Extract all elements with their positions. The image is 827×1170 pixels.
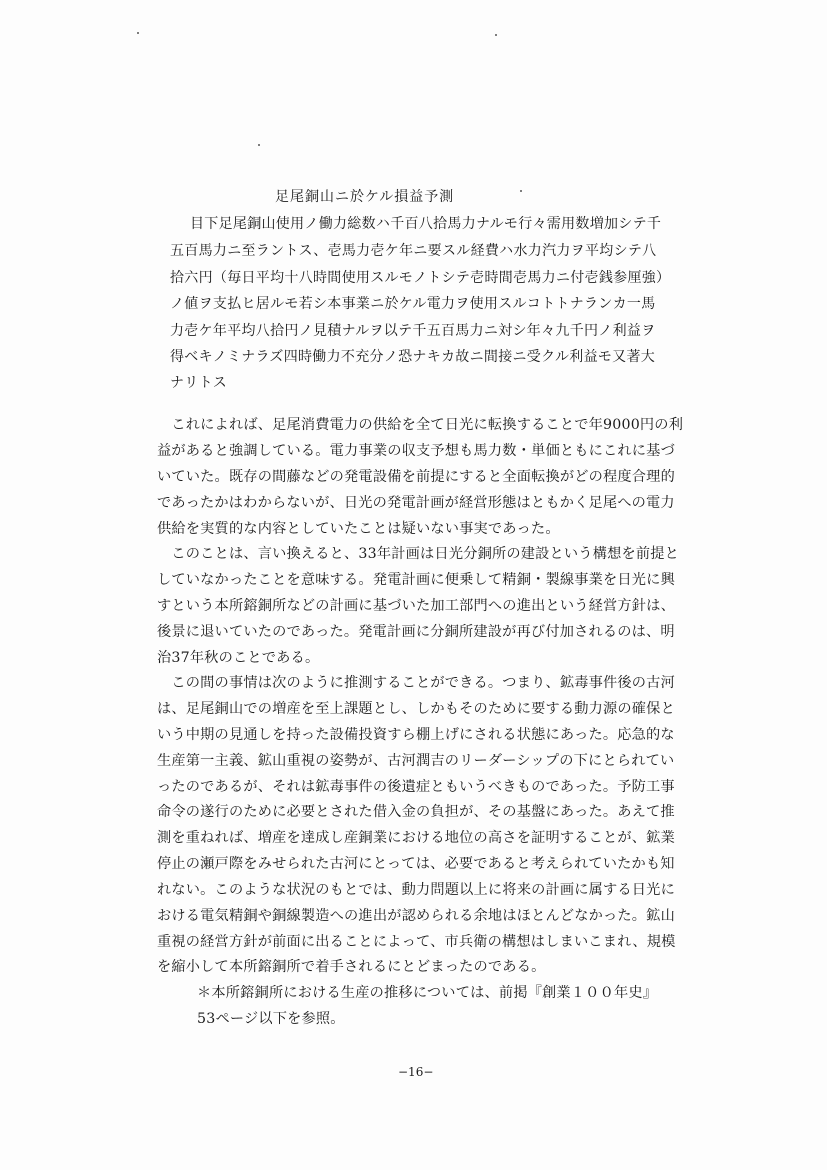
body-line: は、足尾銅山での増産を至上課題とし、しかもそのために要する動力源の確保と <box>157 701 675 717</box>
body-line: 測を重ねれば、増産を達成し産銅業における地位の高さを証明することが、鉱業 <box>157 830 675 846</box>
scan-speck <box>520 190 522 192</box>
body-line: を縮小して本所鎔銅所で着手されるにとどまったのである。 <box>157 959 546 975</box>
body-line: 停止の瀬戸際をみせられた古河にとっては、必要であると考えられていたかも知 <box>157 856 675 872</box>
body-line: していなかったことを意味する。発電計画に便乗して精銅・製線事業を日光に興 <box>157 572 675 588</box>
body-line: 治37年秋のことである。 <box>157 650 320 666</box>
page-number: −16− <box>398 1065 434 1079</box>
quote-line: 力壱ケ年平均八拾円ノ見積ナルヲ以テ千五百馬力ニ対シ年々九千円ノ利益ヲ <box>170 323 656 339</box>
body-line: いていた。既存の間藤などの発電設備を前提にすると全面転換がどの程度合理的 <box>157 469 675 485</box>
body-line: 命令の遂行のために必要とされた借入金の負担が、その基盤にあった。あえて推 <box>157 804 675 820</box>
body-line: おける電気精銅や銅線製造への進出が認められる余地はほとんどなかった。鉱山 <box>157 908 675 924</box>
body-line: 益があると強調している。電力事業の収支予想も馬力数・単価ともにこれに基づ <box>157 443 675 459</box>
body-line: 後景に退いていたのであった。発電計画に分銅所建設が再び付加されるのは、明 <box>157 624 675 640</box>
body-line: 重視の経営方針が前面に出ることによって、市兵衛の構想はしまいこまれ、規模 <box>157 934 676 950</box>
body-line: いう中期の見通しを持った設備投資すら棚上げにされる状態にあった。応急的な <box>157 727 675 743</box>
body-line: ったのであるが、それは鉱毒事件の後遺症ともいうべきものであった。予防工事 <box>157 779 675 795</box>
body-line: これによれば、足尾消費電力の供給を全て日光に転換することで年9000円の利 <box>157 417 684 433</box>
body-line: れない。このような状況のもとでは、動力問題以上に将来の計画に属する日光に <box>157 882 675 898</box>
scan-speck <box>258 144 260 146</box>
body-line: であったかはわからないが、日光の発電計画が経営形態はともかく足尾への電力 <box>157 495 675 511</box>
quote-line: ナリトス <box>170 375 228 391</box>
body-line: このことは、言い換えると、33年計画は日光分銅所の建設という構想を前提と <box>157 546 680 562</box>
body-line: 供給を実質的な内容としていたことは疑いない事実であった。 <box>157 521 560 537</box>
quote-title: 足尾銅山ニ於ケル損益予測 <box>275 189 455 205</box>
quote-line: 得ベキノミナラズ四時働力不充分ノ恐ナキカ故ニ間接ニ受クル利益モ又著大 <box>170 349 656 365</box>
body-line: この間の事情は次のように推測することができる。つまり、鉱毒事件後の古河 <box>157 675 675 691</box>
scan-speck <box>495 34 497 36</box>
body-line: 生産第一主義、鉱山重視の姿勢が、古河潤吉のリーダーシップの下にとられてい <box>157 753 675 769</box>
quote-line: ノ値ヲ支払ヒ居ルモ若シ本事業ニ於ケル電力ヲ使用スルコトトナランカ一馬 <box>170 296 656 312</box>
quote-line: 五百馬力ニ至ラントス、壱馬力壱ケ年ニ要スル経費ハ水力汽力ヲ平均シテ八 <box>170 243 657 259</box>
footnote-line: ＊本所鎔銅所における生産の推移については、前掲『創業１００年史』 <box>197 985 658 1001</box>
quote-line: 目下足尾銅山使用ノ働力総数ハ千百八拾馬力ナルモ行々需用数増加シテ千 <box>190 216 662 232</box>
scan-speck <box>137 32 139 34</box>
footnote-line: 53ページ以下を参照。 <box>197 1011 345 1027</box>
quote-line: 拾六円（毎日平均十八時間使用スルモノトシテ壱時間壱馬力ニ付壱銭参厘強） <box>170 270 671 286</box>
body-line: すという本所鎔銅所などの計画に基づいた加工部門への進出という経営方針は、 <box>157 598 675 614</box>
